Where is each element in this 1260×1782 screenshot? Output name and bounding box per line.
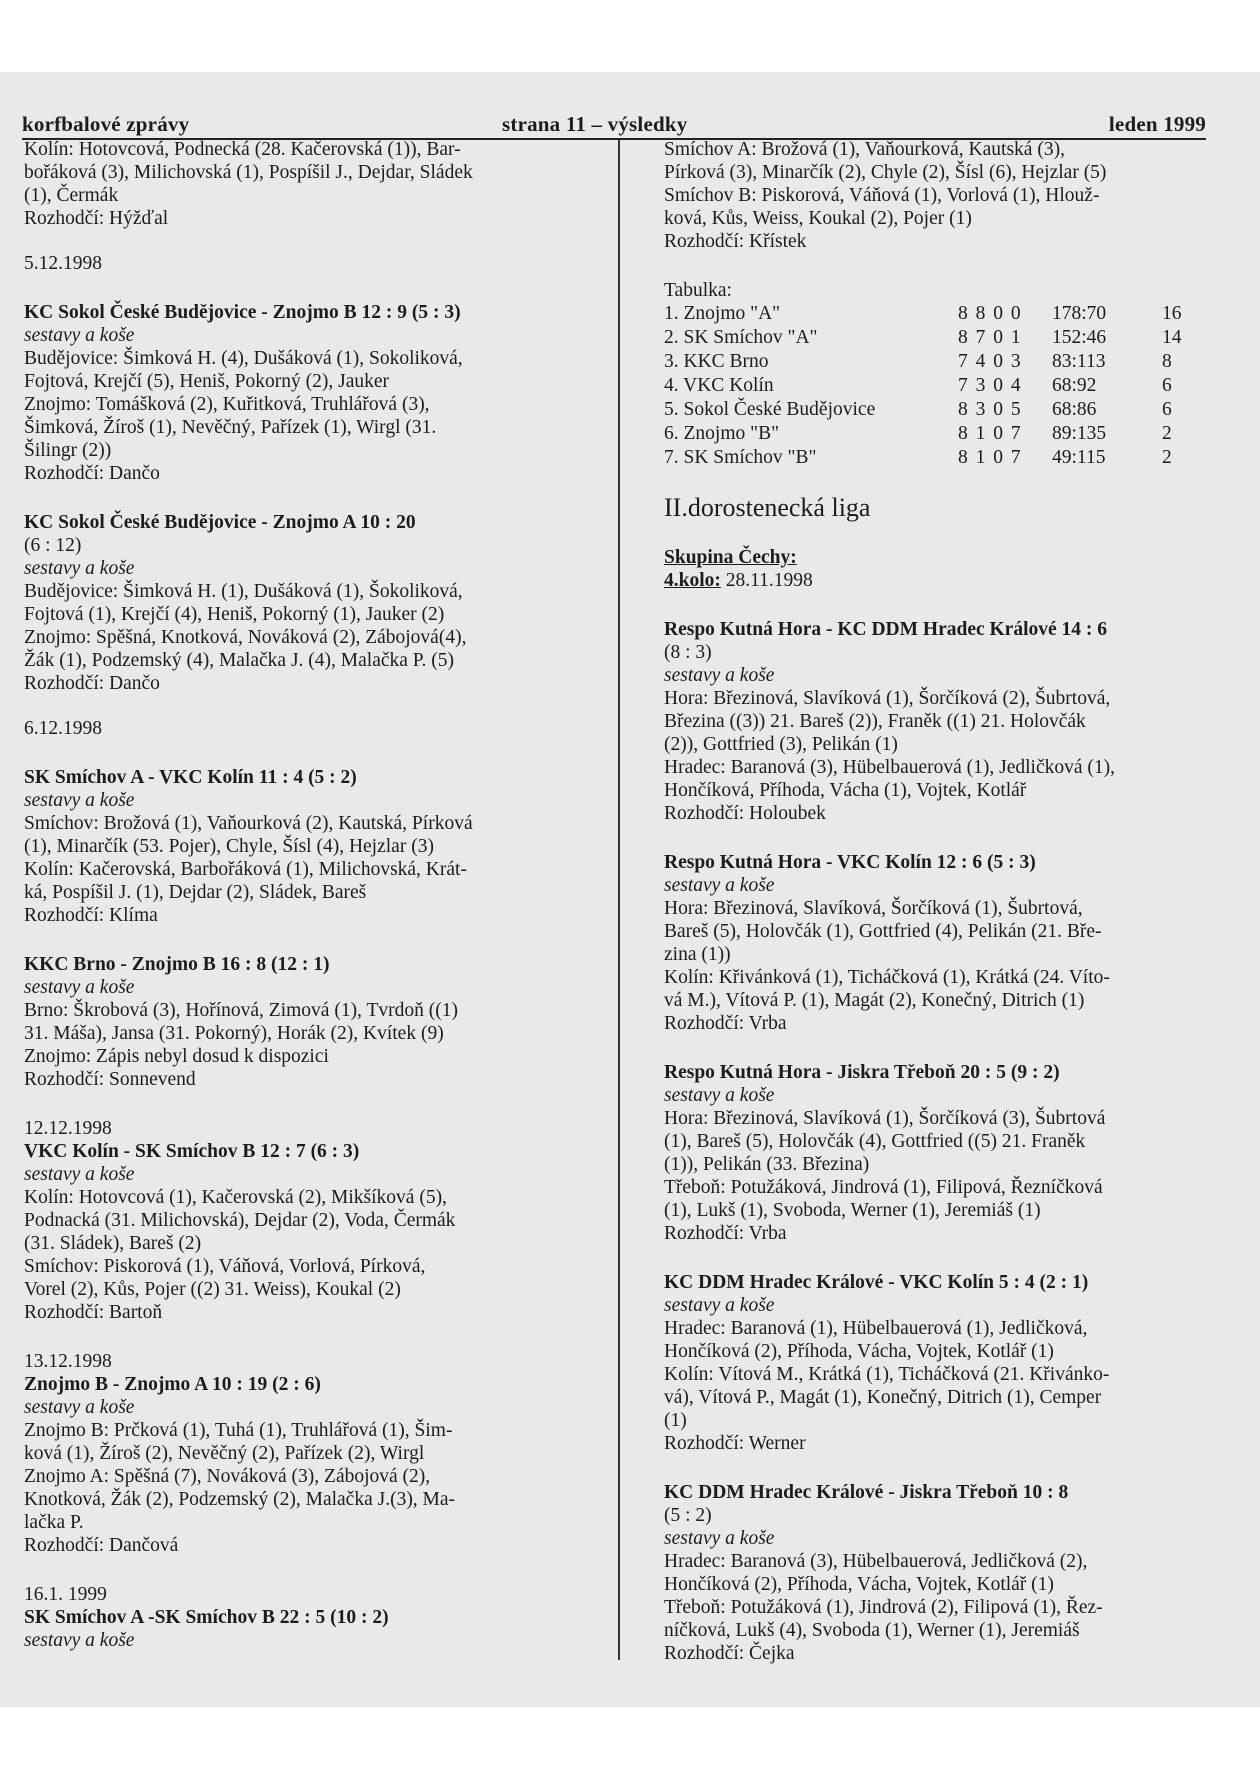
match-title: SK Smíchov A -SK Smíchov B 22 : 5 (10 : 2) <box>24 1607 389 1628</box>
carryover-report <box>24 138 614 230</box>
team-name: 6. Znojmo "B" <box>664 423 780 444</box>
report-line: Hončíková (2), Příhoda, Vácha, Vojtek, Kotlář (1) <box>664 1574 1054 1595</box>
team-name: 3. KKC Brno <box>664 351 769 372</box>
report-line: Budějovice: Šimková H. (4), Dušáková (1), Sokoliková, <box>24 348 463 369</box>
header-page-section: strana 11 – výsledky <box>502 112 688 136</box>
lineups-label: sestavy a koše <box>24 790 135 811</box>
report-line: Třeboň: Potužáková, Jindrová (1), Filipová, Řezníčková <box>664 1177 1103 1198</box>
halftime-score: (6 : 12) <box>24 535 82 556</box>
report-line: Kolín: Hotovcová, Podnecká (28. Kačerovská (1)), Bar- <box>24 139 461 160</box>
report-line: (1), Čermák <box>24 185 119 206</box>
report-line: Šilingr (2)) <box>24 440 112 461</box>
team-points: 2 <box>1162 423 1172 444</box>
lineups-label: sestavy a koše <box>664 1295 775 1316</box>
report-line: Brno: Škrobová (3), Hořínová, Zimová (1), Tvrdoň ((1) <box>24 1000 458 1021</box>
league-heading: II.dorostenecká liga <box>664 493 871 522</box>
team-record: 8 8 0 0 <box>958 303 1023 324</box>
report-line: Vorel (2), Kůs, Pojer ((2) 31. Weiss), Koukal (2) <box>24 1279 401 1300</box>
referee-line: Rozhodčí: Bartoň <box>24 1302 163 1323</box>
match-date: 13.12.1998 <box>24 1351 112 1372</box>
report-line: Hora: Březinová, Slavíková, Šorčíková (1), Šubrtová, <box>664 898 1083 919</box>
report-line: Březina ((3)) 21. Bareš (2)), Franěk ((1) 21. Holovčák <box>664 711 1086 732</box>
report-line: Fojtová, Krejčí (5), Heniš, Pokorný (2), Jauker <box>24 371 390 392</box>
team-record: 8 3 0 5 <box>958 399 1023 420</box>
standings-row <box>664 422 1202 446</box>
report-line: Kolín: Kačerovská, Barbořáková (1), Milichovská, Krát- <box>24 859 467 880</box>
report-line: Smíchov: Piskorová (1), Váňová, Vorlová, Pírková, <box>24 1256 426 1277</box>
team-score: 89:135 <box>1052 423 1107 444</box>
team-record: 8 7 0 1 <box>958 327 1023 348</box>
match-title: KC DDM Hradec Králové - VKC Kolín 5 : 4 (2 : 1) <box>664 1272 1089 1293</box>
report-line: Šimková, Žíroš (1), Nevěčný, Pařízek (1), Wirgl (31. <box>24 417 437 438</box>
team-score: 68:92 <box>1052 375 1097 396</box>
match-title: Znojmo B - Znojmo A 10 : 19 (2 : 6) <box>24 1374 321 1395</box>
match-date: 5.12.1998 <box>24 253 102 274</box>
team-points: 6 <box>1162 399 1172 420</box>
report-line: (1)), Pelikán (33. Březina) <box>664 1154 870 1175</box>
team-name: 2. SK Smíchov "A" <box>664 327 818 348</box>
lineups-label: sestavy a koše <box>664 665 775 686</box>
referee-line: Rozhodčí: Klíma <box>24 905 158 926</box>
team-points: 6 <box>1162 375 1172 396</box>
lineups-label: sestavy a koše <box>24 1164 135 1185</box>
match-report <box>664 1271 1234 1455</box>
team-name: 7. SK Smíchov "B" <box>664 447 817 468</box>
team-score: 49:115 <box>1052 447 1106 468</box>
team-score: 152:46 <box>1052 327 1107 348</box>
report-line: Kolín: Vítová M., Krátká (1), Ticháčková (21. Křivánko- <box>664 1364 1110 1385</box>
team-record: 7 4 0 3 <box>958 351 1023 372</box>
match-title: KKC Brno - Znojmo B 16 : 8 (12 : 1) <box>24 954 330 975</box>
round-label: 4.kolo: <box>664 570 721 591</box>
report-line: Třeboň: Potužáková (1), Jindrová (2), Filipová (1), Řez- <box>664 1597 1103 1618</box>
team-name: 1. Znojmo "A" <box>664 303 781 324</box>
team-score: 178:70 <box>1052 303 1107 324</box>
report-line: vá), Vítová P., Magát (1), Konečný, Ditrich (1), Cemper <box>664 1387 1102 1408</box>
team-record: 8 1 0 7 <box>958 423 1023 444</box>
report-line: bořáková (3), Milichovská (1), Pospíšil J., Dejdar, Sládek <box>24 162 473 183</box>
report-line: Smíchov B: Piskorová, Váňová (1), Vorlová (1), Hlouž- <box>664 185 1100 206</box>
report-line: Hradec: Baranová (3), Hübelbauerová (1), Jedličková (1), <box>664 757 1116 778</box>
report-line: (1), Minarčík (53. Pojer), Chyle, Šísl (4), Hejzlar (3) <box>24 836 434 857</box>
match-title: Respo Kutná Hora - VKC Kolín 12 : 6 (5 : 3) <box>664 852 1036 873</box>
match-report <box>664 1061 1234 1245</box>
report-line: (2)), Gottfried (3), Pelikán (1) <box>664 734 898 755</box>
report-line: Kolín: Hotovcová (1), Kačerovská (2), Mikšíková (5), <box>24 1187 447 1208</box>
report-line: Smíchov: Brožová (1), Vaňourková (2), Kautská, Pírková <box>24 813 473 834</box>
lineups-label: sestavy a koše <box>664 875 775 896</box>
halftime-score: (5 : 2) <box>664 1505 712 1526</box>
standings-row <box>664 326 1202 350</box>
match-report <box>24 766 614 927</box>
report-line: (1), Bareš (5), Holovčák (4), Gottfried ((5) 21. Franěk <box>664 1131 1086 1152</box>
report-line: Hora: Březinová, Slavíková (1), Šorčíková (2), Šubrtová, <box>664 688 1111 709</box>
match-title: VKC Kolín - SK Smíchov B 12 : 7 (6 : 3) <box>24 1141 360 1162</box>
header-issue-date: leden 1999 <box>1108 112 1206 136</box>
standings-row <box>664 302 1202 326</box>
team-name: 4. VKC Kolín <box>664 375 774 396</box>
referee-line: Rozhodčí: Vrba <box>664 1013 787 1034</box>
match-title: SK Smíchov A - VKC Kolín 11 : 4 (5 : 2) <box>24 767 357 788</box>
report-line: Znojmo B: Prčková (1), Tuhá (1), Truhlářová (1), Šim- <box>24 1420 453 1441</box>
team-score: 68:86 <box>1052 399 1097 420</box>
match-report <box>24 1373 614 1557</box>
team-points: 14 <box>1162 327 1182 348</box>
match-title: Respo Kutná Hora - Jiskra Třeboň 20 : 5 (9 : 2) <box>664 1062 1060 1083</box>
report-line: Hradec: Baranová (3), Hübelbauerová, Jedličková (2), <box>664 1551 1088 1572</box>
report-line: Znojmo: Spěšná, Knotková, Nováková (2), Zábojová(4), <box>24 627 467 648</box>
team-points: 8 <box>1162 351 1172 372</box>
report-line: Fojtová (1), Krejčí (4), Heniš, Pokorný (1), Jauker (2) <box>24 604 445 625</box>
referee-line: Rozhodčí: Dančová <box>24 1535 179 1556</box>
referee-line: Rozhodčí: Dančo <box>24 673 160 694</box>
round-date: 28.11.1998 <box>720 570 813 591</box>
group-heading: Skupina Čechy: <box>664 547 797 568</box>
left-column <box>24 138 614 1652</box>
lineups-label: sestavy a koše <box>24 325 135 346</box>
report-line: zina (1)) <box>664 944 731 965</box>
header-magazine-title: korfbalové zprávy <box>22 112 190 136</box>
referee-line: Rozhodčí: Čejka <box>664 1643 795 1664</box>
standings-table <box>664 302 1202 470</box>
referee-line: Rozhodčí: Sonnevend <box>24 1069 196 1090</box>
match-report <box>664 1481 1234 1665</box>
report-line: Znojmo: Zápis nebyl dosud k dispozici <box>24 1046 329 1067</box>
team-record: 8 1 0 7 <box>958 447 1023 468</box>
lineups-label: sestavy a koše <box>664 1528 775 1549</box>
match-title: KC Sokol České Budějovice - Znojmo A 10 : 20 <box>24 512 416 533</box>
match-title: KC Sokol České Budějovice - Znojmo B 12 : 9 (5 : 3) <box>24 302 461 323</box>
report-line: (1) <box>664 1410 687 1431</box>
team-points: 2 <box>1162 447 1172 468</box>
report-line: níčková, Lukš (4), Svoboda (1), Werner (1), Jeremiáš <box>664 1620 1080 1641</box>
report-line: Znojmo: Tomášková (2), Kuřitková, Truhlářová (3), <box>24 394 430 415</box>
report-line: Žák (1), Podzemský (4), Malačka J. (4), Malačka P. (5) <box>24 650 454 671</box>
lineups-label: sestavy a koše <box>24 977 135 998</box>
standings-row <box>664 398 1202 422</box>
referee-line: Rozhodčí: Holoubek <box>664 803 826 824</box>
halftime-score: (8 : 3) <box>664 642 712 663</box>
round-line <box>664 569 1234 592</box>
report-line: Kolín: Křivánková (1), Ticháčková (1), Krátká (24. Víto- <box>664 967 1110 988</box>
match-report <box>24 511 614 695</box>
lineups-label: sestavy a koše <box>24 558 135 579</box>
column-divider <box>618 140 620 1660</box>
team-record: 7 3 0 4 <box>958 375 1023 396</box>
team-name: 5. Sokol České Budějovice <box>664 399 876 420</box>
report-line: ková (1), Žíroš (2), Nevěčný (2), Pařízek (2), Wirgl <box>24 1443 425 1464</box>
match-date: 12.12.1998 <box>24 1118 112 1139</box>
report-line: Hončíková (2), Příhoda, Vácha, Vojtek, Kotlář (1) <box>664 1341 1054 1362</box>
report-line: Knotková, Žák (2), Podzemský (2), Malačka J.(3), Ma- <box>24 1489 456 1510</box>
report-line: Znojmo A: Spěšná (7), Nováková (3), Zábojová (2), <box>24 1466 431 1487</box>
carryover-report <box>664 138 1234 253</box>
report-line: Budějovice: Šimková H. (1), Dušáková (1), Šokoliková, <box>24 581 463 602</box>
match-date: 16.1. 1999 <box>24 1584 107 1605</box>
report-line: Hradec: Baranová (1), Hübelbauerová (1), Jedličková, <box>664 1318 1088 1339</box>
right-column <box>664 138 1234 1665</box>
team-points: 16 <box>1162 303 1182 324</box>
standings-row <box>664 374 1202 398</box>
standings-label: Tabulka: <box>664 280 732 301</box>
lineups-label: sestavy a koše <box>664 1085 775 1106</box>
referee-line: Rozhodčí: Dančo <box>24 463 160 484</box>
match-report <box>664 618 1234 825</box>
referee-line: Rozhodčí: Křístek <box>664 231 807 252</box>
report-line: (31. Sládek), Bareš (2) <box>24 1233 202 1254</box>
report-line: lačka P. <box>24 1512 84 1533</box>
report-line: Podnacká (31. Milichovská), Dejdar (2), Voda, Čermák <box>24 1210 456 1231</box>
report-line: ká, Pospíšil J. (1), Dejdar (2), Sládek, Bareš <box>24 882 367 903</box>
referee-line: Rozhodčí: Werner <box>664 1433 806 1454</box>
match-report <box>24 1140 614 1324</box>
match-title: Respo Kutná Hora - KC DDM Hradec Králové 14 : 6 <box>664 619 1108 640</box>
report-line: Rozhodčí: Hýžďal <box>24 208 169 229</box>
standings-row <box>664 446 1202 470</box>
match-title: KC DDM Hradec Králové - Jiskra Třeboň 10 : 8 <box>664 1482 1069 1503</box>
report-line: Hora: Březinová, Slavíková (1), Šorčíková (3), Šubrtová <box>664 1108 1106 1129</box>
report-line: Hončíková, Příhoda, Vácha (1), Vojtek, Kotlář <box>664 780 1027 801</box>
report-line: (1), Lukš (1), Svoboda, Werner (1), Jeremiáš (1) <box>664 1200 1041 1221</box>
team-score: 83:113 <box>1052 351 1106 372</box>
report-line: Pírková (3), Minarčík (2), Chyle (2), Šísl (6), Hejzlar (5) <box>664 162 1107 183</box>
report-line: 31. Máša), Jansa (31. Pokorný), Horák (2), Kvítek (9) <box>24 1023 444 1044</box>
match-report <box>24 953 614 1091</box>
referee-line: Rozhodčí: Vrba <box>664 1223 787 1244</box>
match-report <box>24 301 614 485</box>
report-line: ková, Kůs, Weiss, Koukal (2), Pojer (1) <box>664 208 972 229</box>
match-report <box>664 851 1234 1035</box>
report-line: vá M.), Vítová P. (1), Magát (2), Konečný, Ditrich (1) <box>664 990 1085 1011</box>
lineups-label: sestavy a koše <box>24 1397 135 1418</box>
match-date: 6.12.1998 <box>24 718 102 739</box>
report-line: Smíchov A: Brožová (1), Vaňourková, Kautská (3), <box>664 139 1065 160</box>
match-report <box>24 1606 614 1652</box>
standings-row <box>664 350 1202 374</box>
report-line: Bareš (5), Holovčák (1), Gottfried (4), Pelikán (21. Bře- <box>664 921 1102 942</box>
lineups-label: sestavy a koše <box>24 1630 135 1651</box>
